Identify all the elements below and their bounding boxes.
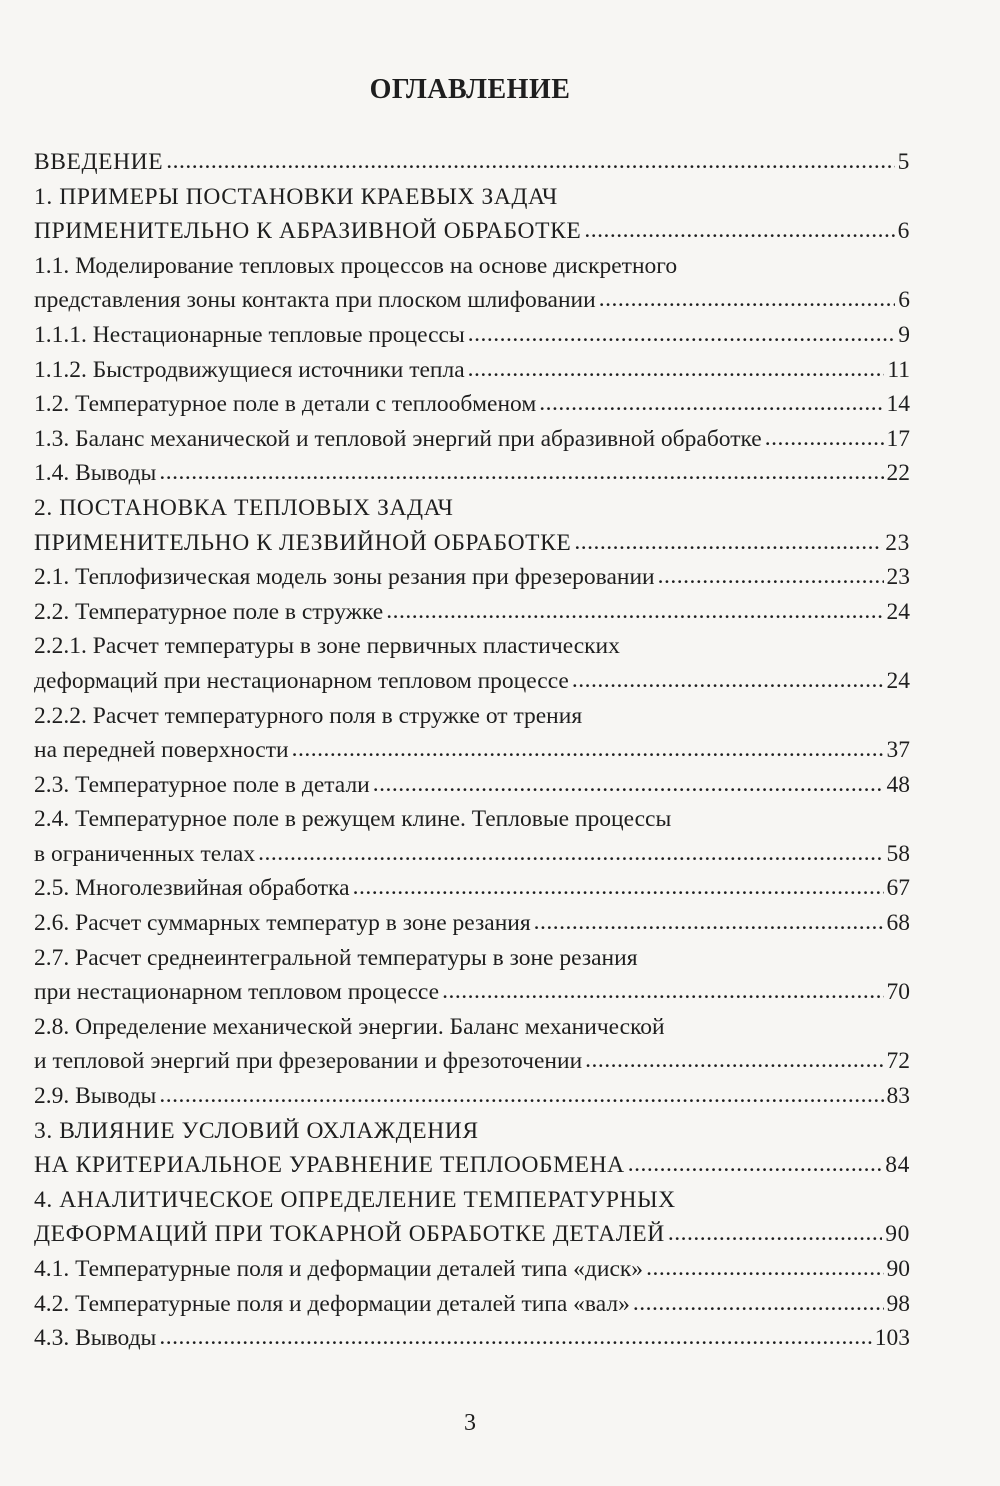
toc-entry-page: 6 bbox=[897, 218, 910, 245]
toc-entry-line bbox=[34, 422, 910, 457]
toc-entry-page: 9 bbox=[898, 321, 910, 348]
toc-entry-title: 1.1.2. Быстродвижущиеся источники тепла bbox=[34, 356, 465, 383]
toc-entry-title: в ограниченных телах bbox=[34, 840, 256, 867]
toc-entry-line bbox=[34, 1148, 910, 1183]
dot-leader bbox=[646, 1251, 883, 1286]
dot-leader bbox=[373, 767, 884, 802]
toc-entry-line bbox=[34, 975, 910, 1010]
toc-entry-page: 90 bbox=[886, 1256, 910, 1282]
toc-entry-line bbox=[34, 1217, 910, 1252]
toc-entry-line bbox=[34, 283, 910, 318]
toc-entry-line bbox=[34, 456, 910, 491]
toc-entry bbox=[34, 941, 910, 1010]
toc-entry-title: 2.9. Выводы bbox=[34, 1083, 157, 1110]
toc-entry-page: 83 bbox=[886, 1083, 910, 1110]
toc-entry-page: 6 bbox=[898, 287, 910, 314]
toc-entry-title: 1.2. Температурное поле в детали с теплообменом bbox=[34, 391, 537, 418]
toc-entry-page: 72 bbox=[886, 1048, 910, 1075]
toc-entry-title: ВВЕДЕНИЕ bbox=[34, 149, 164, 175]
toc-entry-page: 22 bbox=[886, 460, 910, 487]
dot-leader bbox=[539, 386, 883, 421]
dot-leader bbox=[159, 455, 883, 490]
toc-entry-title: 2.6. Расчет суммарных температур в зоне резания bbox=[34, 910, 531, 937]
toc-entry-line bbox=[34, 664, 910, 699]
dot-leader bbox=[468, 317, 896, 352]
dot-leader bbox=[574, 525, 882, 560]
toc-entry-line bbox=[34, 768, 910, 803]
toc-entry-page: 23 bbox=[885, 529, 910, 556]
toc-entry-line bbox=[34, 1044, 910, 1079]
toc-entry-title-first-line: 2.4. Температурное поле в режущем клине. Тепловые процессы bbox=[34, 806, 672, 833]
toc-entry-page: 23 bbox=[886, 564, 910, 591]
toc-entry-title: 1.4. Выводы bbox=[34, 460, 157, 487]
toc-entry-title-first-line: 3. ВЛИЯНИЕ УСЛОВИЙ ОХЛАЖДЕНИЯ bbox=[34, 1117, 479, 1144]
dot-leader bbox=[584, 213, 894, 248]
dot-leader bbox=[159, 1320, 871, 1355]
toc-title: ОГЛАВЛЕНИЕ bbox=[369, 74, 571, 105]
toc-entry bbox=[34, 1010, 910, 1079]
toc-entry-title-first-line: 2.2.1. Расчет температуры в зоне первичных пластических bbox=[34, 633, 620, 660]
toc-entry bbox=[34, 491, 910, 560]
dot-leader bbox=[633, 1286, 884, 1321]
toc-entry bbox=[34, 387, 910, 422]
toc-entry-title-first-line: 1.1. Моделирование тепловых процессов на основе дискретного bbox=[34, 252, 678, 279]
toc-entry-title: 4.1. Температурные поля и деформации деталей типа «диск» bbox=[34, 1256, 644, 1282]
toc-entry-title: ДЕФОРМАЦИЙ ПРИ ТОКАРНОЙ ОБРАБОТКЕ ДЕТАЛЕЙ bbox=[34, 1221, 665, 1248]
dot-leader bbox=[628, 1147, 883, 1182]
dot-leader bbox=[658, 559, 884, 594]
toc-entry-line bbox=[34, 906, 910, 941]
toc-entry-page: 37 bbox=[886, 737, 910, 764]
toc-entry-page: 11 bbox=[887, 356, 910, 383]
toc-entry bbox=[34, 1079, 910, 1114]
toc-entry-page: 48 bbox=[886, 771, 910, 798]
toc-entry bbox=[34, 1114, 910, 1183]
toc-entry-title: на передней поверхности bbox=[34, 737, 289, 764]
toc-entry bbox=[34, 595, 910, 630]
dot-leader bbox=[468, 352, 885, 387]
dot-leader bbox=[292, 732, 884, 767]
toc-entry-title: ПРИМЕНИТЕЛЬНО К ЛЕЗВИЙНОЙ ОБРАБОТКЕ bbox=[34, 529, 572, 556]
dot-leader bbox=[166, 144, 894, 179]
toc-entry-line bbox=[34, 214, 910, 249]
toc-entry-line bbox=[34, 526, 910, 561]
toc-entry-title: и тепловой энергий при фрезеровании и фрезоточении bbox=[34, 1048, 583, 1075]
toc-entry bbox=[34, 629, 910, 698]
toc-entry bbox=[34, 145, 910, 180]
toc-entry bbox=[34, 906, 910, 941]
toc-entry-title: представления зоны контакта при плоском шлифовании bbox=[34, 287, 596, 314]
toc-entry-page: 84 bbox=[885, 1152, 910, 1179]
toc-entry bbox=[34, 456, 910, 491]
toc-entry bbox=[34, 318, 910, 353]
toc-entry-line bbox=[34, 387, 910, 422]
toc-entry bbox=[34, 768, 910, 803]
table-of-contents bbox=[34, 145, 910, 1356]
toc-entry-line bbox=[34, 871, 910, 906]
toc-entry-line bbox=[34, 595, 910, 630]
toc-entry-title-first-line: 4. АНАЛИТИЧЕСКОЕ ОПРЕДЕЛЕНИЕ ТЕМПЕРАТУРНЫХ bbox=[34, 1186, 676, 1213]
toc-entry bbox=[34, 871, 910, 906]
toc-entry bbox=[34, 1287, 910, 1322]
dot-leader bbox=[159, 1078, 883, 1113]
dot-leader bbox=[442, 974, 883, 1009]
toc-entry-line bbox=[34, 318, 910, 353]
dot-leader bbox=[668, 1216, 882, 1251]
dot-leader bbox=[599, 282, 896, 317]
toc-entry-title: ПРИМЕНИТЕЛЬНО К АБРАЗИВНОЙ ОБРАБОТКЕ bbox=[34, 218, 582, 245]
toc-entry-title-first-line: 1. ПРИМЕРЫ ПОСТАНОВКИ КРАЕВЫХ ЗАДАЧ bbox=[34, 183, 558, 210]
toc-entry-line bbox=[34, 1079, 910, 1114]
toc-entry-line bbox=[34, 560, 910, 595]
toc-entry-title: 4.2. Температурные поля и деформации деталей типа «вал» bbox=[34, 1290, 630, 1317]
toc-entry-page: 24 bbox=[886, 667, 910, 694]
toc-entry-title: НА КРИТЕРИАЛЬНОЕ УРАВНЕНИЕ ТЕПЛООБМЕНА bbox=[34, 1152, 625, 1179]
toc-entry-page: 24 bbox=[886, 598, 910, 625]
toc-entry bbox=[34, 560, 910, 595]
dot-leader bbox=[258, 836, 883, 871]
toc-entry-page: 98 bbox=[886, 1290, 910, 1317]
toc-entry-title-first-line: 2. ПОСТАНОВКА ТЕПЛОВЫХ ЗАДАЧ bbox=[34, 494, 454, 521]
toc-entry-title: при нестационарном тепловом процессе bbox=[34, 979, 440, 1006]
toc-entry-title-first-line: 2.8. Определение механической энергии. Баланс механической bbox=[34, 1013, 665, 1040]
toc-entry-line bbox=[34, 1321, 910, 1356]
toc-entry-title-first-line: 2.2.2. Расчет температурного поля в стружке от трения bbox=[34, 702, 583, 729]
toc-entry bbox=[34, 422, 910, 457]
toc-entry bbox=[34, 802, 910, 871]
toc-entry-page: 5 bbox=[897, 149, 910, 175]
toc-entry-title: 2.3. Температурное поле в детали bbox=[34, 771, 370, 798]
toc-entry-title: 2.5. Многолезвийная обработка bbox=[34, 875, 350, 902]
toc-entry bbox=[34, 699, 910, 768]
toc-entry-line bbox=[34, 1287, 910, 1322]
toc-entry-page: 67 bbox=[886, 875, 910, 902]
toc-entry-line bbox=[34, 145, 910, 180]
toc-entry-title: 1.1.1. Нестационарные тепловые процессы bbox=[34, 321, 465, 348]
toc-entry-line bbox=[34, 733, 910, 768]
toc-entry bbox=[34, 249, 910, 318]
dot-leader bbox=[534, 905, 884, 940]
page-number: 3 bbox=[464, 1410, 476, 1436]
toc-entry-line bbox=[34, 837, 910, 872]
toc-entry bbox=[34, 353, 910, 388]
toc-entry-page: 14 bbox=[886, 391, 910, 418]
dot-leader bbox=[386, 594, 883, 629]
toc-entry-page: 70 bbox=[886, 979, 910, 1006]
toc-entry-title: деформаций при нестационарном тепловом процессе bbox=[34, 667, 569, 694]
toc-entry-page: 68 bbox=[886, 910, 910, 937]
toc-entry-page: 90 bbox=[885, 1221, 910, 1248]
toc-entry-page: 58 bbox=[886, 840, 910, 867]
toc-entry-title-first-line: 2.7. Расчет среднеинтегральной температуры в зоне резания bbox=[34, 944, 638, 971]
dot-leader bbox=[585, 1043, 883, 1078]
dot-leader bbox=[353, 870, 884, 905]
toc-entry bbox=[34, 180, 910, 249]
toc-entry-title: 2.2. Температурное поле в стружке bbox=[34, 598, 384, 625]
dot-leader bbox=[572, 663, 884, 698]
toc-entry-line bbox=[34, 1252, 910, 1287]
toc-entry bbox=[34, 1252, 910, 1287]
toc-entry-title: 2.1. Теплофизическая модель зоны резания при фрезеровании bbox=[34, 564, 655, 591]
toc-entry-line bbox=[34, 353, 910, 388]
toc-entry-page: 103 bbox=[874, 1325, 910, 1352]
toc-entry-title: 4.3. Выводы bbox=[34, 1325, 157, 1352]
toc-entry-page: 17 bbox=[886, 425, 910, 452]
toc-entry bbox=[34, 1321, 910, 1356]
dot-leader bbox=[765, 421, 884, 456]
toc-entry-title: 1.3. Баланс механической и тепловой энергий при абразивной обработке bbox=[34, 425, 762, 452]
toc-entry bbox=[34, 1183, 910, 1252]
